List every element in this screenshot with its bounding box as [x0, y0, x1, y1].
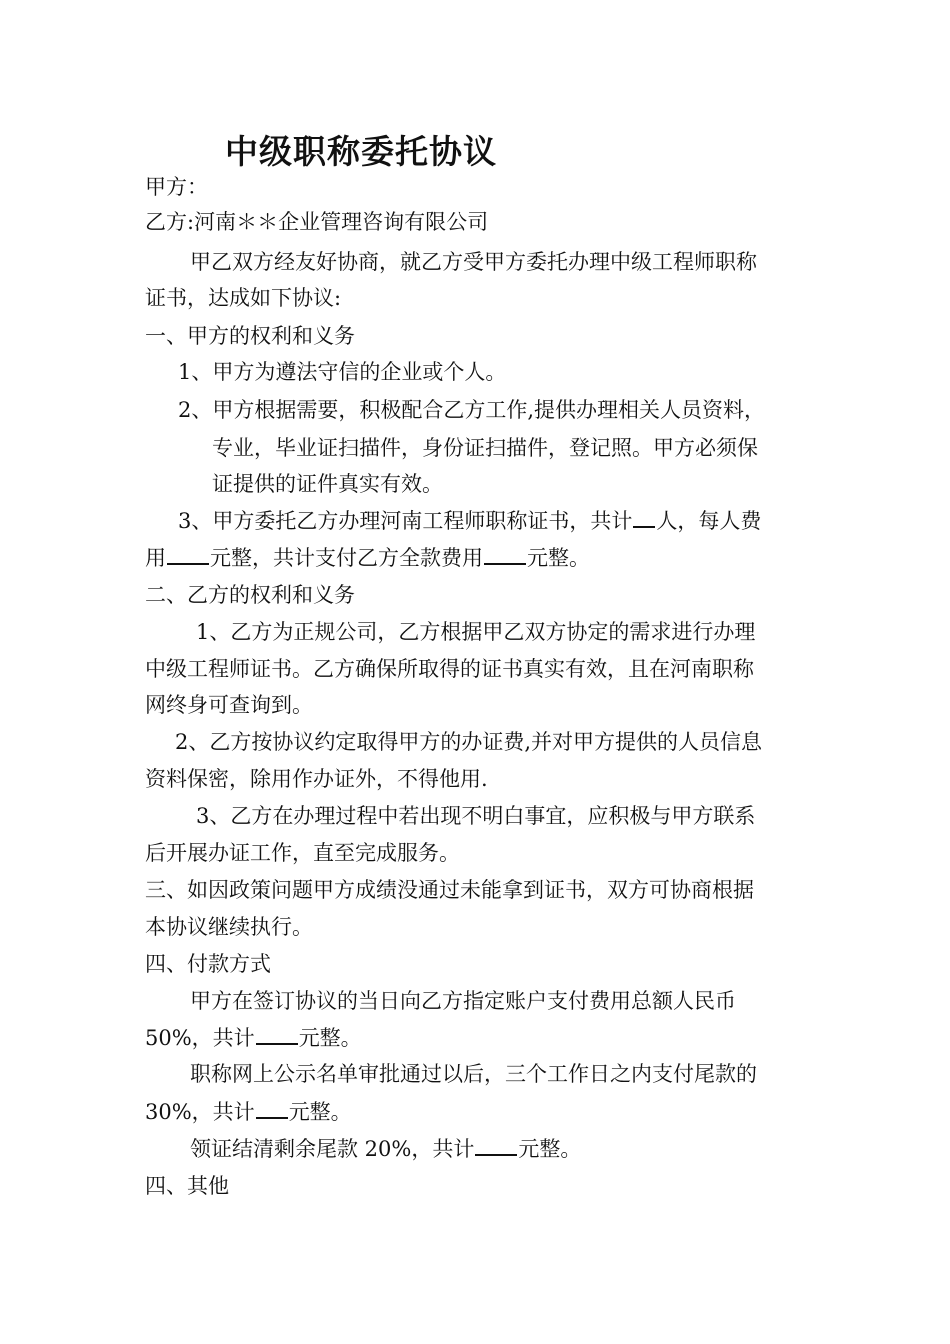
section1-item2-line1: 2、甲方根据需要，积极配合乙方工作,提供办理相关人员资料， [178, 398, 766, 422]
payment2-text-b: 元整。 [288, 1100, 352, 1124]
item3-text-a: 3、甲方委托乙方办理河南工程师职称证书，共计 [178, 509, 633, 533]
document-title: 中级职称委托协议 [225, 132, 497, 171]
section2-item1-line2: 中级工程师证书。乙方确保所取得的证书真实有效，且在河南职称 [145, 657, 754, 681]
section2-item2-line2: 资料保密，除用作办证外，不得他用. [145, 767, 488, 791]
payment3-text-b: 元整。 [518, 1137, 582, 1161]
payment1-text-b: 元整。 [298, 1026, 362, 1050]
section3-line1: 三、如因政策问题甲方成绩没通过未能拿到证书，双方可协商根据 [145, 878, 754, 902]
payment3-text-a: 领证结清剩余尾款 20%，共计 [190, 1137, 475, 1161]
section1-item2-line2: 专业，毕业证扫描件，身份证扫描件，登记照。甲方必须保 [212, 436, 758, 460]
section5-heading: 四、其他 [145, 1174, 229, 1198]
section1-item3-line1 [178, 506, 761, 535]
headcount-blank [633, 506, 655, 528]
payment3-line [190, 1134, 581, 1163]
section1-item3-line2 [145, 543, 590, 572]
payment1-line2 [145, 1023, 362, 1052]
section1-item1: 1、甲方为遵法守信的企业或个人。 [178, 360, 507, 384]
item3-text-e: 元整。 [527, 546, 590, 570]
section1-item2-line3: 证提供的证件真实有效。 [212, 472, 443, 496]
section2-heading: 二、乙方的权利和义务 [145, 583, 355, 607]
payment2-line2 [145, 1097, 352, 1126]
item3-text-b: 人，每人费 [656, 509, 762, 533]
section2-item1-line3: 网终身可查询到。 [145, 693, 313, 717]
payment2-blank [256, 1097, 288, 1119]
section4-heading: 四、付款方式 [145, 952, 271, 976]
payment2-line1: 职称网上公示名单审批通过以后，三个工作日之内支付尾款的 [190, 1062, 757, 1086]
intro-line-1: 甲乙双方经友好协商，就乙方受甲方委托办理中级工程师职称 [190, 250, 757, 274]
section2-item1-line1: 1、乙方为正规公司，乙方根据甲乙双方协定的需求进行办理 [196, 620, 756, 644]
payment1-line1: 甲方在签订协议的当日向乙方指定账户支付费用总额人民币 [190, 989, 736, 1013]
section2-item3-line2: 后开展办证工作，直至完成服务。 [145, 841, 460, 865]
payment3-blank [475, 1134, 517, 1156]
payment2-text-a: 30%，共计 [145, 1100, 255, 1124]
section2-item2-line1: 2、乙方按协议约定取得甲方的办证费,并对甲方提供的人员信息 [175, 730, 763, 754]
payment1-text-a: 50%，共计 [145, 1026, 255, 1050]
section2-item3-line1: 3、乙方在办理过程中若出现不明白事宜，应积极与甲方联系 [196, 804, 756, 828]
item3-text-c: 用 [145, 546, 166, 570]
intro-line-2: 证书，达成如下协议: [145, 286, 342, 310]
section3-line2: 本协议继续执行。 [145, 915, 313, 939]
total-fee-blank [484, 543, 526, 565]
party-a-line: 甲方： [145, 175, 208, 199]
party-b-line: 乙方:河南＊＊企业管理咨询有限公司 [145, 210, 489, 234]
item3-text-d: 元整，共计支付乙方全款费用 [210, 546, 483, 570]
section1-heading: 一、甲方的权利和义务 [145, 324, 355, 348]
per-person-fee-blank [167, 543, 209, 565]
payment1-blank [256, 1023, 298, 1045]
